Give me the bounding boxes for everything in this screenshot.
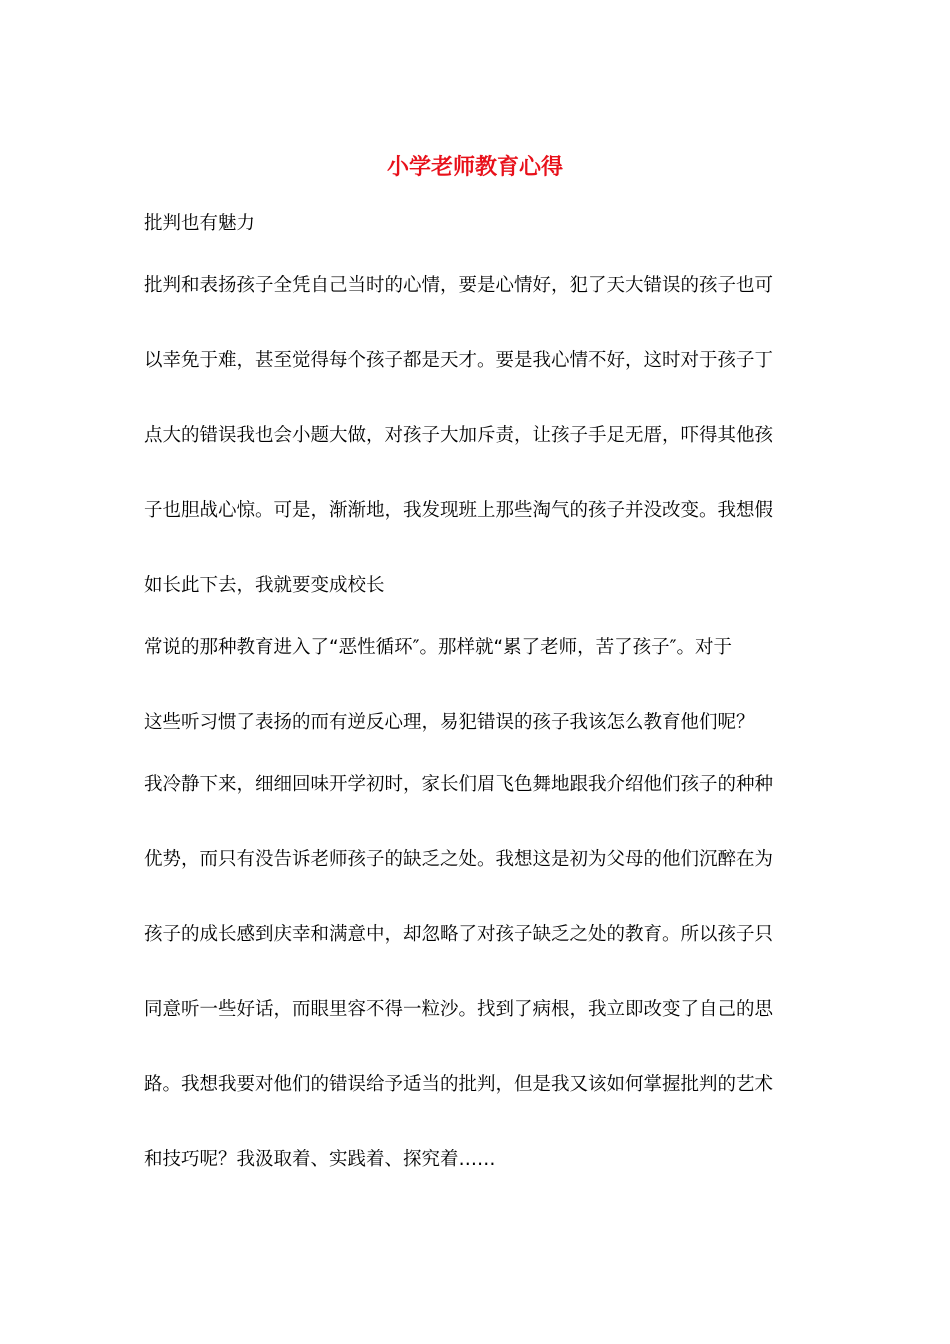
body-line: 如长此下去，我就要变成校长 bbox=[144, 575, 385, 596]
body-line: 优势，而只有没告诉老师孩子的缺乏之处。我想这是初为父母的他们沉醉在为 bbox=[144, 849, 774, 870]
body-line: 常说的那种教育进入了“恶性循环″。那样就“累了老师，苦了孩子″。对于 bbox=[144, 637, 732, 658]
body-line: 子也胆战心惊。可是，渐渐地，我发现班上那些淘气的孩子并没改变。我想假 bbox=[144, 500, 774, 521]
body-line: 批判和表扬孩子全凭自己当时的心情，要是心情好，犯了天大错误的孩子也可 bbox=[144, 275, 774, 296]
body-line: 这些听习惯了表扬的而有逆反心理，易犯错误的孩子我该怎么教育他们呢？ bbox=[144, 712, 755, 733]
body-line: 路。我想我要对他们的错误给予适当的批判，但是我又该如何掌握批判的艺术 bbox=[144, 1074, 774, 1095]
body-line: 和技巧呢？我汲取着、实践着、探究着…… bbox=[144, 1149, 496, 1170]
body-line: 点大的错误我也会小题大做，对孩子大加斥责，让孩子手足无厝，吓得其他孩 bbox=[144, 425, 774, 446]
document-title: 小学老师教育心得 bbox=[386, 154, 563, 180]
body-line: 我冷静下来，细细回味开学初时，家长们眉飞色舞地跟我介绍他们孩子的种种 bbox=[144, 774, 774, 795]
body-line: 以幸免于难，甚至觉得每个孩子都是天才。要是我心情不好，这时对于孩子丁 bbox=[144, 350, 774, 371]
section-heading: 批判也有魅力 bbox=[144, 213, 256, 234]
body-line: 孩子的成长感到庆幸和满意中，却忽略了对孩子缺乏之处的教育。所以孩子只 bbox=[144, 924, 774, 945]
body-line: 同意听一些好话，而眼里容不得一粒沙。找到了病根，我立即改变了自己的思 bbox=[144, 999, 774, 1020]
